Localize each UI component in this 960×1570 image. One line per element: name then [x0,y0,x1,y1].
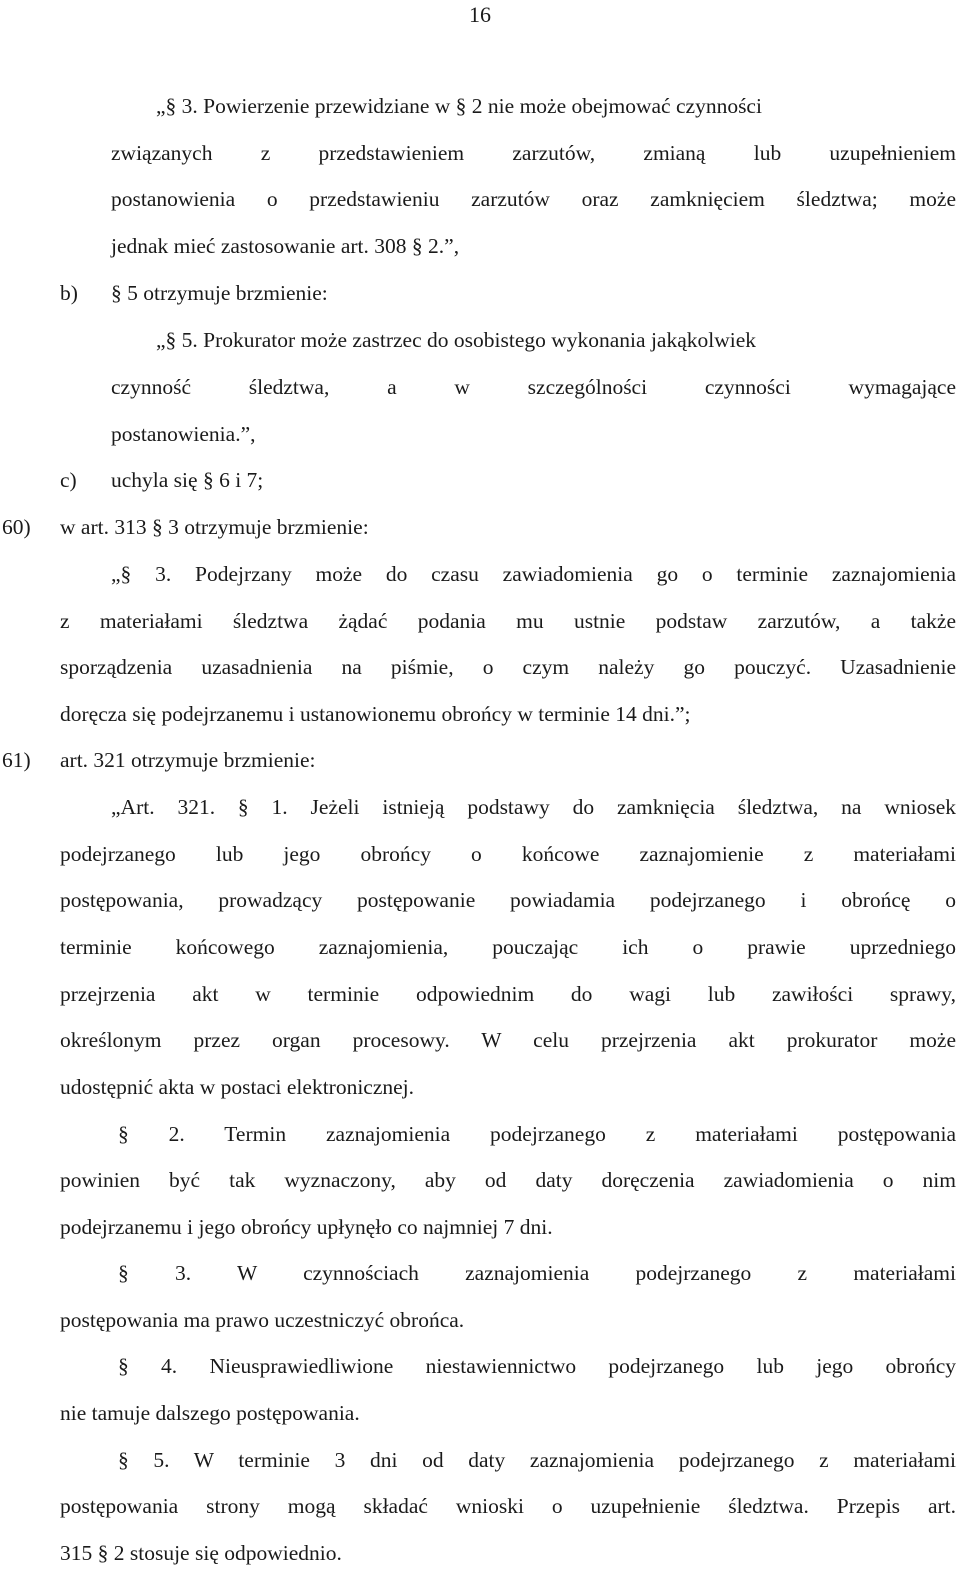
text-line: postępowania ma prawo uczestniczyć obrońca. [60,1308,465,1332]
text-line: podejrzanego lub jego obrońcy o końcowe zaznajomienie z materiałami [60,842,956,866]
text-line: określonym przez organ procesowy. W celu przejrzenia akt prokurator może [60,1028,956,1052]
list-item-text: art. 321 otrzymuje brzmienie: [60,748,316,772]
list-item-text: § 5 otrzymuje brzmienie: [111,281,328,305]
text-line: sporządzenia uzasadnienia na piśmie, o czym należy go pouczyć. Uzasadnienie [60,655,956,679]
text-line: postanowienia o przedstawieniu zarzutów oraz zamknięciem śledztwa; może [111,187,956,211]
text-line: związanych z przedstawieniem zarzutów, zmianą lub uzupełnieniem [111,141,956,165]
text-line: czynność śledztwa, a w szczególności czynności wymagające [111,375,956,399]
text-line: postanowienia.”, [111,422,256,446]
text-line: jednak mieć zastosowanie art. 308 § 2.”, [111,234,460,258]
text-line: postępowania strony mogą składać wnioski o uzupełnienie śledztwa. Przepis art. [60,1494,956,1518]
text-line: „§ 5. Prokurator może zastrzec do osobistego wykonania jakąkolwiek [156,328,757,352]
list-item-text: w art. 313 § 3 otrzymuje brzmienie: [60,515,369,539]
list-item-text: uchyla się § 6 i 7; [111,468,264,492]
page-number: 16 [469,2,491,27]
text-line: „§ 3. Podejrzany może do czasu zawiadomienia go o terminie zaznajomienia [111,562,956,586]
text-line: § 4. Nieusprawiedliwione niestawiennictwo podejrzanego lub jego obrońcy [118,1354,956,1378]
text-line: „§ 3. Powierzenie przewidziane w § 2 nie może obejmować czynności [156,94,762,118]
text-line: przejrzenia akt w terminie odpowiednim do wagi lub zawiłości sprawy, [60,982,956,1006]
text-line: postępowania, prowadzący postępowanie powiadamia podejrzanego i obrońcę o [60,888,956,912]
text-line: § 2. Termin zaznajomienia podejrzanego z materiałami postępowania [118,1122,956,1146]
text-line: powinien być tak wyznaczony, aby od daty doręczenia zawiadomienia o nim [60,1168,956,1192]
list-marker: b) [60,281,78,305]
list-marker: c) [60,468,77,492]
text-line: 315 § 2 stosuje się odpowiednio. [60,1541,342,1565]
text-line: terminie końcowego zaznajomienia, pouczając ich o prawie uprzedniego [60,935,956,959]
text-line: doręcza się podejrzanemu i ustanowionemu obrońcy w terminie 14 dni.”; [60,702,691,726]
text-line: § 3. W czynnościach zaznajomienia podejrzanego z materiałami [118,1261,956,1285]
list-marker: 61) [2,748,31,772]
text-line: § 5. W terminie 3 dni od daty zaznajomienia podejrzanego z materiałami [118,1448,956,1472]
text-line: z materiałami śledztwa żądać podania mu ustnie podstaw zarzutów, a także [60,609,956,633]
text-line: nie tamuje dalszego postępowania. [60,1401,360,1425]
text-line: podejrzanemu i jego obrońcy upłynęło co najmniej 7 dni. [60,1215,553,1239]
text-line: udostępnić akta w postaci elektronicznej. [60,1075,415,1099]
list-marker: 60) [2,515,31,539]
text-line: „Art. 321. § 1. Jeżeli istnieją podstawy do zamknięcia śledztwa, na wniosek [111,795,956,819]
